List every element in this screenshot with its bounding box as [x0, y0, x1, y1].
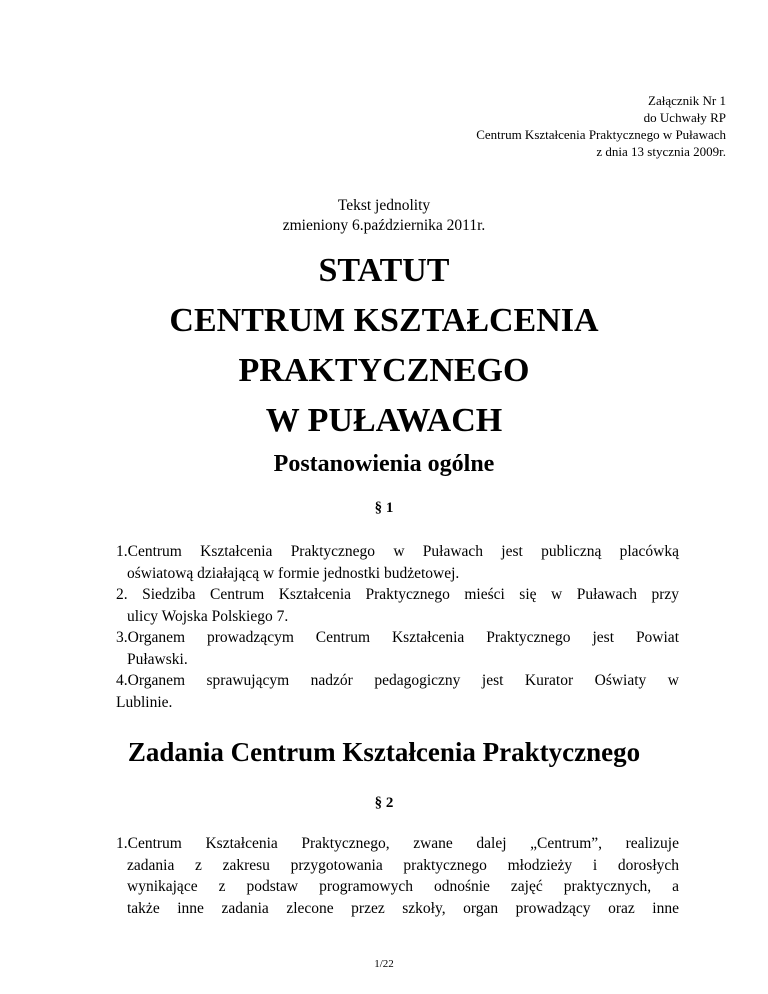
attachment-number: Załącznik Nr 1 [648, 93, 726, 108]
title-line-4: W PUŁAWACH [265, 402, 503, 439]
section-general-heading: Postanowienia ogólne [273, 451, 495, 477]
provision-3-line-2: Puławski. [127, 650, 188, 668]
paragraph-1-marker: § 1 [374, 500, 394, 516]
provision-2-line-2: ulicy Wojska Polskiego 7. [127, 607, 289, 625]
task-1-line-4: także inne zadania zlecone przez szkoły, organ prowadzący oraz inne [127, 899, 679, 917]
provision-4-line-2: Lublinie. [116, 693, 173, 711]
title-line-1: STATUT [318, 252, 450, 289]
tasks-list [116, 833, 679, 919]
document-title [0, 246, 768, 446]
general-provisions-list [116, 541, 679, 713]
unified-text-label: Tekst jednolity [337, 197, 431, 214]
attachment-header [476, 92, 726, 160]
provision-3-line-1: 3.Organem prowadzącym Centrum Kształcenia Praktycznego jest Powiat [116, 629, 679, 646]
paragraph-2-marker: § 2 [374, 795, 394, 811]
provision-1-line-1: 1.Centrum Kształcenia Praktycznego w Puławach jest publiczną placówką [116, 543, 679, 560]
page-number: 1/22 [374, 958, 394, 970]
unified-text-amended: zmieniony 6.października 2011r. [282, 217, 486, 234]
task-1-line-3: wynikające z podstaw programowych odnośnie zajęć praktycznych, a [127, 878, 679, 895]
task-1-line-1: 1.Centrum Kształcenia Praktycznego, zwane dalej „Centrum”, realizuje [116, 835, 679, 852]
provision-4-line-1: 4.Organem sprawującym nadzór pedagogiczny jest Kurator Oświaty w [116, 672, 679, 689]
unified-text-note [0, 196, 768, 236]
task-1-line-2: zadania z zakresu przygotowania praktycznego młodzieży i dorosłych [127, 856, 679, 874]
section-tasks-heading: Zadania Centrum Kształcenia Praktycznego [127, 737, 641, 767]
attachment-resolution: do Uchwały RP [643, 110, 726, 125]
attachment-institution: Centrum Kształcenia Praktycznego w Puławach [476, 127, 726, 142]
title-line-2: CENTRUM KSZTAŁCENIA [169, 302, 599, 339]
title-line-3: PRAKTYCZNEGO [238, 352, 530, 389]
provision-2-line-1: 2. Siedziba Centrum Kształcenia Praktycznego mieści się w Puławach przy [116, 586, 679, 603]
provision-1-line-2: oświatową działającą w formie jednostki budżetowej. [127, 564, 460, 582]
attachment-date: z dnia 13 stycznia 2009r. [596, 144, 726, 159]
